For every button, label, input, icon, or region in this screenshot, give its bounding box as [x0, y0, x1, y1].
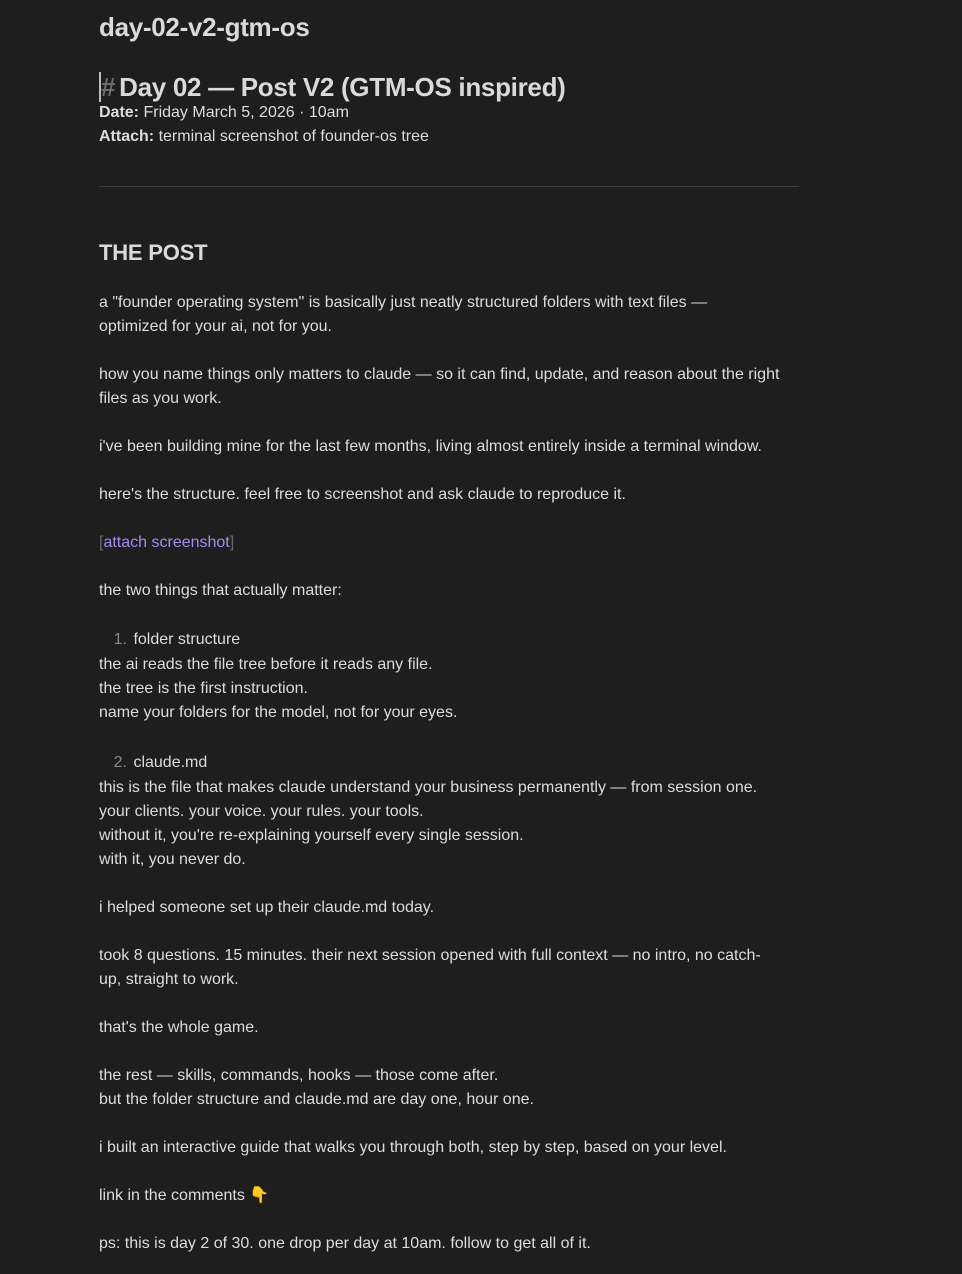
paragraph: took 8 questions. 15 minutes. their next session opened with full context — no intro, no catch- up, straight to work. [99, 947, 761, 988]
paragraph: link in the comments 👇 [99, 1187, 270, 1204]
link-bracket-close: ] [229, 534, 235, 551]
paragraph: i helped someone set up their claude.md today. [99, 899, 435, 916]
list-item [99, 751, 207, 775]
paragraph: ps: this is day 2 of 30. one drop per day at 10am. follow to get all of it. [99, 1235, 591, 1252]
attach-value: terminal screenshot of founder-os tree [158, 128, 429, 145]
horizontal-divider [99, 186, 799, 187]
date-label: Date: [99, 104, 140, 121]
note-title[interactable]: day-02-v2-gtm-os [99, 12, 310, 42]
paragraph: i built an interactive guide that walks you through both, step by step, based on your level. [99, 1139, 727, 1156]
date-line [99, 104, 349, 122]
heading-text: Day 02 — Post V2 (GTM-OS inspired) [119, 72, 566, 102]
list-item-body: this is the file that makes claude understand your business permanently — from session one. your clients. your voice. your rules. your tools. without it, you're re-explaining yourself every single session. with it, you never do. [99, 779, 758, 868]
attach-screenshot-link-line [99, 531, 234, 555]
heading-marker: # [101, 72, 116, 102]
paragraph: the two things that actually matter: [99, 582, 342, 599]
attach-line [99, 128, 429, 146]
paragraph: the rest — skills, commands, hooks — those come after. but the folder structure and claude.md are day one, hour one. [99, 1067, 534, 1108]
section-heading: THE POST [99, 240, 208, 265]
date-value: Friday March 5, 2026 · 10am [143, 104, 349, 121]
paragraph: that's the whole game. [99, 1019, 259, 1036]
attach-screenshot-link[interactable]: attach screenshot [103, 534, 230, 551]
list-item-title: folder structure [133, 631, 241, 648]
list-number: 2. [113, 754, 127, 771]
list-item-body: the ai reads the file tree before it reads any file. the tree is the first instruction. name your folders for the model, not for your eyes. [99, 656, 458, 721]
paragraph: i've been building mine for the last few months, living almost entirely inside a terminal window. [99, 438, 762, 455]
paragraph: here's the structure. feel free to screenshot and ask claude to reproduce it. [99, 486, 626, 503]
link-bracket-open: [ [99, 534, 104, 551]
paragraph: a "founder operating system" is basically just neatly structured folders with text files — optimized for your ai, not for you. [99, 294, 708, 335]
list-item [99, 628, 240, 652]
page-heading[interactable] [99, 72, 566, 103]
list-number: 1. [113, 631, 127, 648]
attach-label: Attach: [99, 128, 155, 145]
paragraph: how you name things only matters to claude — so it can find, update, and reason about the right files as you work. [99, 366, 780, 407]
list-item-title: claude.md [133, 754, 208, 771]
